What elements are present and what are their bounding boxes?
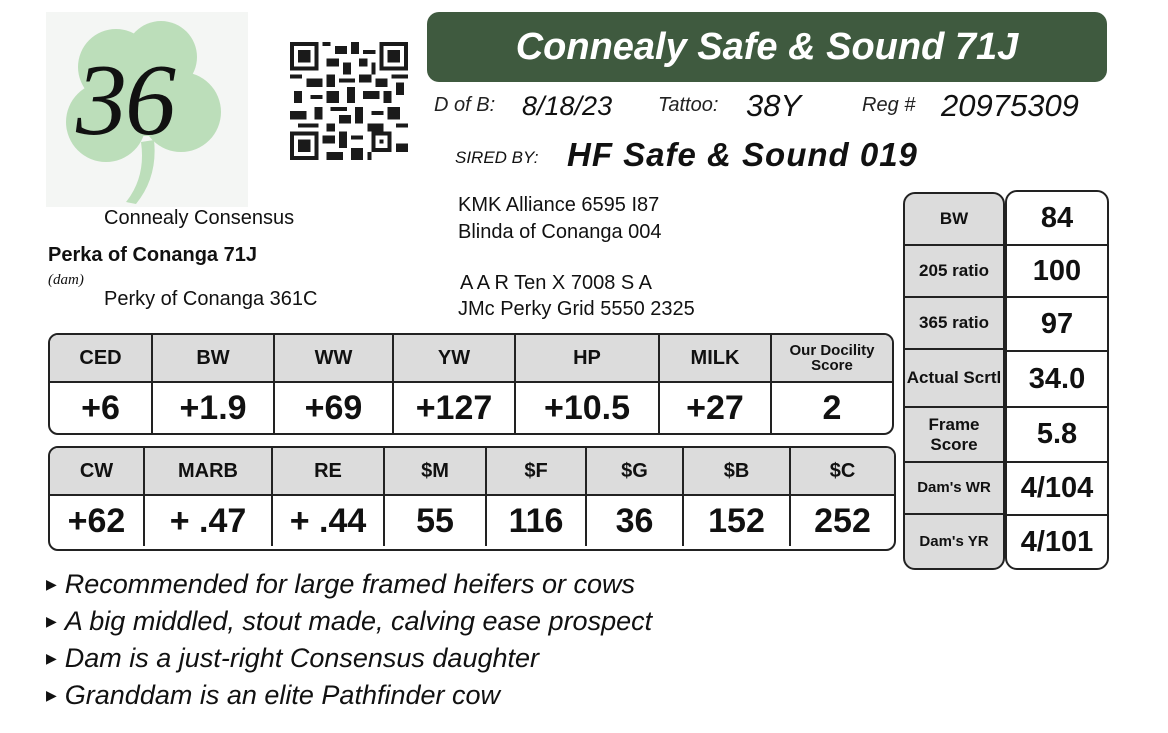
bullet-list — [46, 566, 652, 714]
epd-header-docility: Our Docility Score — [789, 342, 875, 374]
stats-value-column — [1005, 190, 1109, 570]
dob-label: D of B: — [434, 94, 496, 116]
epd-header-milk: MILK — [660, 335, 772, 381]
bull-name: Connealy Safe & Sound 71J — [515, 25, 1019, 68]
epd-table-2-header — [50, 448, 894, 496]
stat-value-bw: 84 — [1007, 192, 1107, 246]
triangle-bullet-icon: ▶ — [46, 613, 57, 629]
epd-header-hp: HP — [516, 335, 660, 381]
epd-header-g: $G — [587, 448, 684, 494]
stat-label-scrotal: Actual Scrtl — [905, 350, 1003, 408]
epd-value-hp: +10.5 — [516, 383, 660, 433]
epd-header-yw: YW — [394, 335, 516, 381]
dam-dam-sire: A A R Ten X 7008 S A — [460, 272, 653, 294]
triangle-bullet-icon: ▶ — [46, 650, 57, 666]
stats-label-column — [903, 192, 1005, 570]
dam-dam-dam: JMc Perky Grid 5550 2325 — [458, 298, 695, 320]
epd-value-cw: +62 — [50, 496, 145, 546]
lot-number: 36 — [76, 44, 174, 157]
qr-code-icon[interactable] — [290, 42, 408, 160]
sire-sire: KMK Alliance 6595 I87 — [458, 194, 660, 216]
epd-header-m: $M — [385, 448, 487, 494]
stat-label-frame-score: Frame Score — [905, 408, 1003, 463]
stat-value-scrotal: 34.0 — [1007, 352, 1107, 408]
triangle-bullet-icon: ▶ — [46, 687, 57, 703]
stat-value-frame-score: 5.8 — [1007, 408, 1107, 463]
epd-header-re: RE — [273, 448, 385, 494]
sire-dam: Blinda of Conanga 004 — [458, 221, 662, 243]
dob-value: 8/18/23 — [522, 91, 613, 121]
epd-value-b: 152 — [684, 496, 791, 546]
info-row — [434, 88, 1114, 124]
epd-value-yw: +127 — [394, 383, 516, 433]
epd-header-marb: MARB — [145, 448, 273, 494]
epd-table-2 — [48, 446, 896, 551]
stat-label-bw: BW — [905, 194, 1003, 246]
stat-label-365-ratio: 365 ratio — [905, 298, 1003, 350]
stat-value-dams-yr: 4/101 — [1020, 525, 1094, 558]
epd-table-1-header — [50, 335, 892, 383]
dam-sire: Connealy Consensus — [104, 207, 295, 229]
epd-header-ced: CED — [50, 335, 153, 381]
epd-table-2-values — [50, 496, 894, 546]
stat-value-205-ratio: 100 — [1007, 246, 1107, 298]
epd-value-re: + .44 — [273, 496, 385, 546]
epd-header-f: $F — [487, 448, 587, 494]
stat-value-365-ratio: 97 — [1007, 298, 1107, 352]
epd-value-ced: +6 — [50, 383, 153, 433]
epd-header-ww: WW — [275, 335, 394, 381]
stat-value-dams-wr: 4/104 — [1007, 463, 1107, 516]
list-item: ▶ Granddam is an elite Pathfinder cow — [46, 680, 501, 710]
lot-badge — [46, 12, 248, 207]
reg-label: Reg # — [862, 94, 916, 116]
epd-header-b: $B — [684, 448, 791, 494]
epd-value-f: 116 — [487, 496, 587, 546]
dam-label: (dam) — [48, 272, 84, 288]
epd-value-docility: 2 — [822, 388, 842, 427]
epd-value-bw: +1.9 — [153, 383, 275, 433]
list-item: ▶ Dam is a just-right Consensus daughter — [46, 643, 540, 673]
reg-value: 20975309 — [941, 88, 1079, 123]
epd-value-c: 252 — [814, 501, 871, 540]
epd-header-bw: BW — [153, 335, 275, 381]
tattoo-label: Tattoo: — [658, 94, 719, 116]
dam-dam: Perky of Conanga 361C — [104, 288, 318, 310]
stat-label-dams-yr: Dam's YR — [919, 532, 989, 550]
triangle-bullet-icon: ▶ — [46, 576, 57, 592]
epd-value-ww: +69 — [275, 383, 394, 433]
epd-header-cw: CW — [50, 448, 145, 494]
title-bar — [427, 12, 1107, 82]
dam-name: Perka of Conanga 71J — [48, 244, 257, 266]
epd-value-m: 55 — [385, 496, 487, 546]
epd-table-1-values — [50, 383, 892, 433]
epd-value-milk: +27 — [660, 383, 772, 433]
epd-header-c: $C — [829, 459, 856, 482]
stat-label-205-ratio: 205 ratio — [905, 246, 1003, 298]
tattoo-value: 38Y — [746, 88, 802, 123]
epd-value-marb: + .47 — [145, 496, 273, 546]
list-item: ▶ Recommended for large framed heifers or cows — [46, 569, 636, 599]
sire-name: HF Safe & Sound 019 — [567, 136, 918, 173]
sire-label: SIRED BY: — [455, 148, 539, 167]
list-item: ▶ A big middled, stout made, calving ease prospect — [46, 606, 653, 636]
epd-table-1 — [48, 333, 894, 435]
stat-label-dams-wr: Dam's WR — [905, 463, 1003, 515]
epd-value-g: 36 — [587, 496, 684, 546]
